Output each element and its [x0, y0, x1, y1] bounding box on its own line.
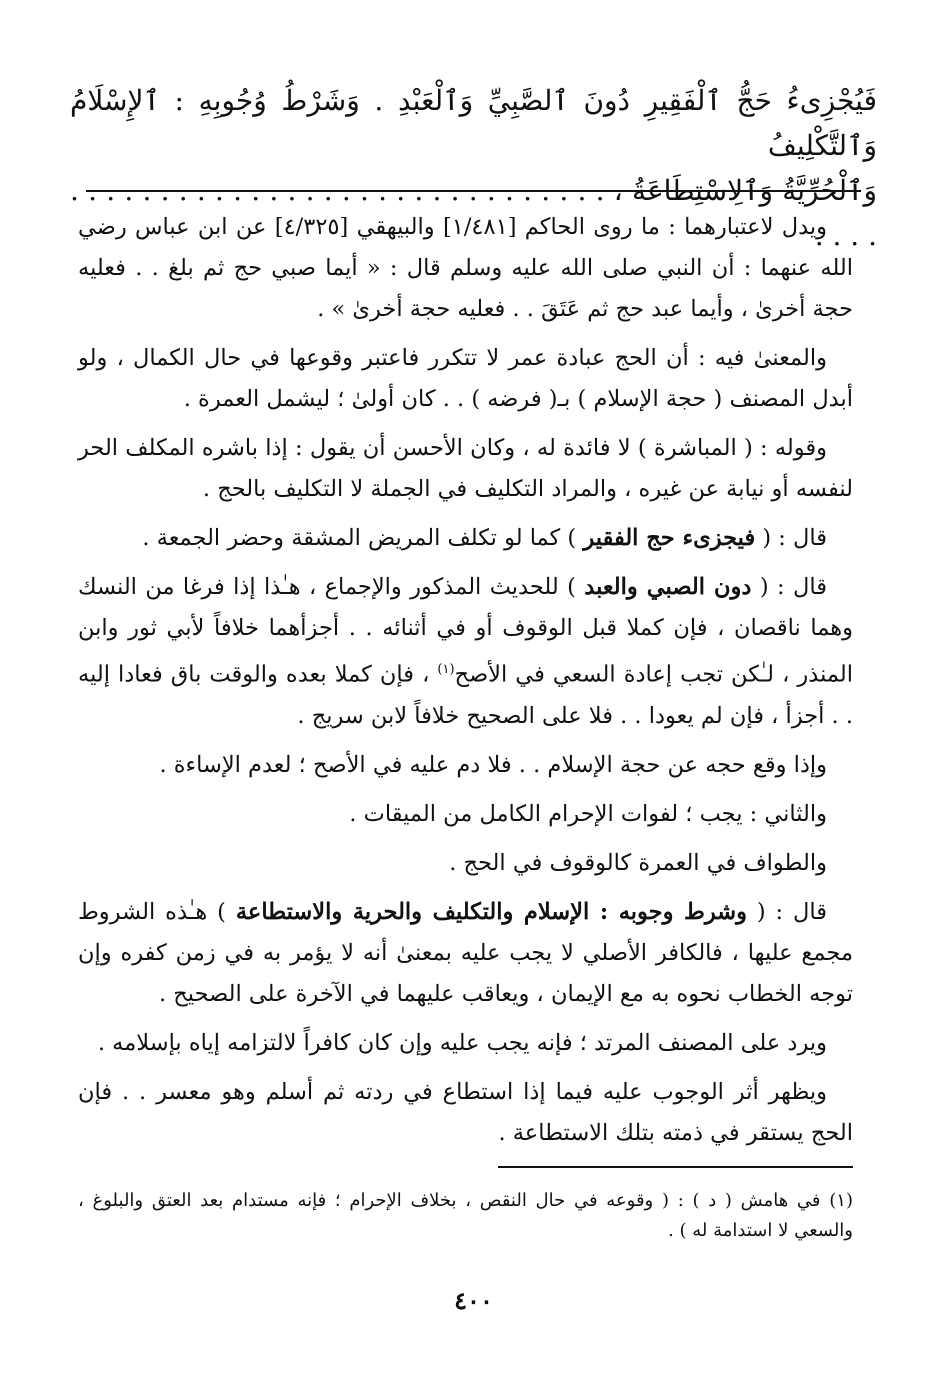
paragraph-text: ) هـٰذه الشروط مجمع عليها ، فالكافر الأصلي لا يجب عليه بمعنىٰ أنه لا يؤمر به في زمن كفره وإن توجه الخطاب نحوه به مع الإيمان ، ويعاقب عليهما في الآخرة على الصحيح . — [78, 898, 853, 1007]
footnote-marker: (١) — [829, 1190, 853, 1211]
footnote-ref[interactable]: (١) — [437, 662, 455, 677]
quoted-matn: دون الصبي والعبد — [584, 574, 752, 600]
quoted-matn: فيجزىء حج الفقير — [583, 525, 756, 551]
main-text-line-1: فَيُجْزِىءُ حَجُّ ٱلْفَقِيرِ دُونَ ٱلصَّبِيِّ وَٱلْعَبْدِ . وَشَرْطُ وُجُوبِهِ : ٱلإِسْلَامُ وَٱلتَّكْلِيفُ — [70, 84, 877, 162]
paragraph — [78, 567, 853, 737]
paragraph-text: ، فإن كملا بعده والوقت باق فعادا إليه . . أجزأ ، فإن لم يعودا . . فلا على الصحيح خلافاً لابن سريج . — [78, 661, 853, 729]
paragraph: والطواف في العمرة كالوقوف في الحج . — [449, 849, 827, 876]
paragraph: ويظهر أثر الوجوب عليه فيما إذا استطاع في ردته ثم أسلم وهو معسر . . فإن الحج يستقر في ذمته بتلك الاستطاعة . — [78, 1078, 853, 1146]
page-number: ٤٠٠ — [454, 1286, 493, 1315]
paragraph: ويرد على المصنف المرتد ؛ فإنه يجب عليه وإن كان كافراً لالتزامه إياه بإسلامه . — [97, 1029, 827, 1056]
separator-rule — [86, 190, 861, 192]
paragraph: وإذا وقع حجه عن حجة الإسلام . . فلا دم عليه في الأصح ؛ لعدم الإساءة . — [159, 751, 827, 778]
paragraph: ويدل لاعتبارهما : ما روى الحاكم [١/٤٨١] والبيهقي [٤/٣٢٥] عن ابن عباس رضي الله عنهما : أن النبي صلى الله عليه وسلم قال : « أيما صبي حج ثم بلغ . . فعليه حجة أخرىٰ ، وأيما عبد حج ثم عَتَقَ . . فعليه حجة أخرىٰ » . — [78, 214, 853, 322]
footnote-separator — [498, 1166, 853, 1168]
paragraph: وقوله : ( المباشرة ) لا فائدة له ، وكان الأحسن أن يقول : إذا باشره المكلف الحر لنفسه أو نيابة عن غيره ، والمراد التكليف في الجملة لا التكليف بالحج . — [78, 435, 853, 502]
quote-open: قال : ( — [746, 898, 828, 925]
paragraph-text: ) للحديث المذكور والإجماع ، هـٰذا إذا فرغا من النسك وهما ناقصان ، فإن كملا قبل الوقوف أو في أثنائه . . أجزأهما خلافاً لأبي ثور وابن المنذر ، لـٰكن تجب إعادة السعي في الأصح — [78, 574, 853, 688]
main-text-line-2: وَٱلْحُرِّيَّةُ وَٱلِاسْتِطَاعَةُ ، . . . . . . . . . . . . . . . . . . . . . . . . . . . . . . . . . . — [70, 174, 877, 252]
paragraph — [78, 892, 853, 1015]
footnote-text: في هامش ( د ) : ( وقوعه في حال النقص ، بخلاف الإحرام ؛ فإنه مستدام بعد العتق والبلوغ ، والسعي لا استدامة له ) . — [78, 1190, 853, 1241]
quote-open: قال : ( — [751, 574, 827, 600]
quote-open: قال : ( — [755, 525, 827, 551]
paragraph: والثاني : يجب ؛ لفوات الإحرام الكامل من الميقات . — [349, 800, 827, 827]
quoted-matn: وشرط وجوبه : الإسلام والتكليف والحرية والاستطاعة — [235, 898, 747, 925]
paragraph — [78, 518, 853, 559]
paragraph: والمعنىٰ فيه : أن الحج عبادة عمر لا تتكرر فاعتبر وقوعها في حال الكمال ، ولو أبدل المصنف ( حجة الإسلام ) بـ( فرضه ) . . كان أولىٰ ؛ ليشمل العمرة . — [78, 345, 853, 412]
commentary — [78, 207, 853, 1162]
footnote — [78, 1186, 853, 1246]
paragraph-text: ) كما لو تكلف المريض المشقة وحضر الجمعة . — [142, 525, 584, 551]
